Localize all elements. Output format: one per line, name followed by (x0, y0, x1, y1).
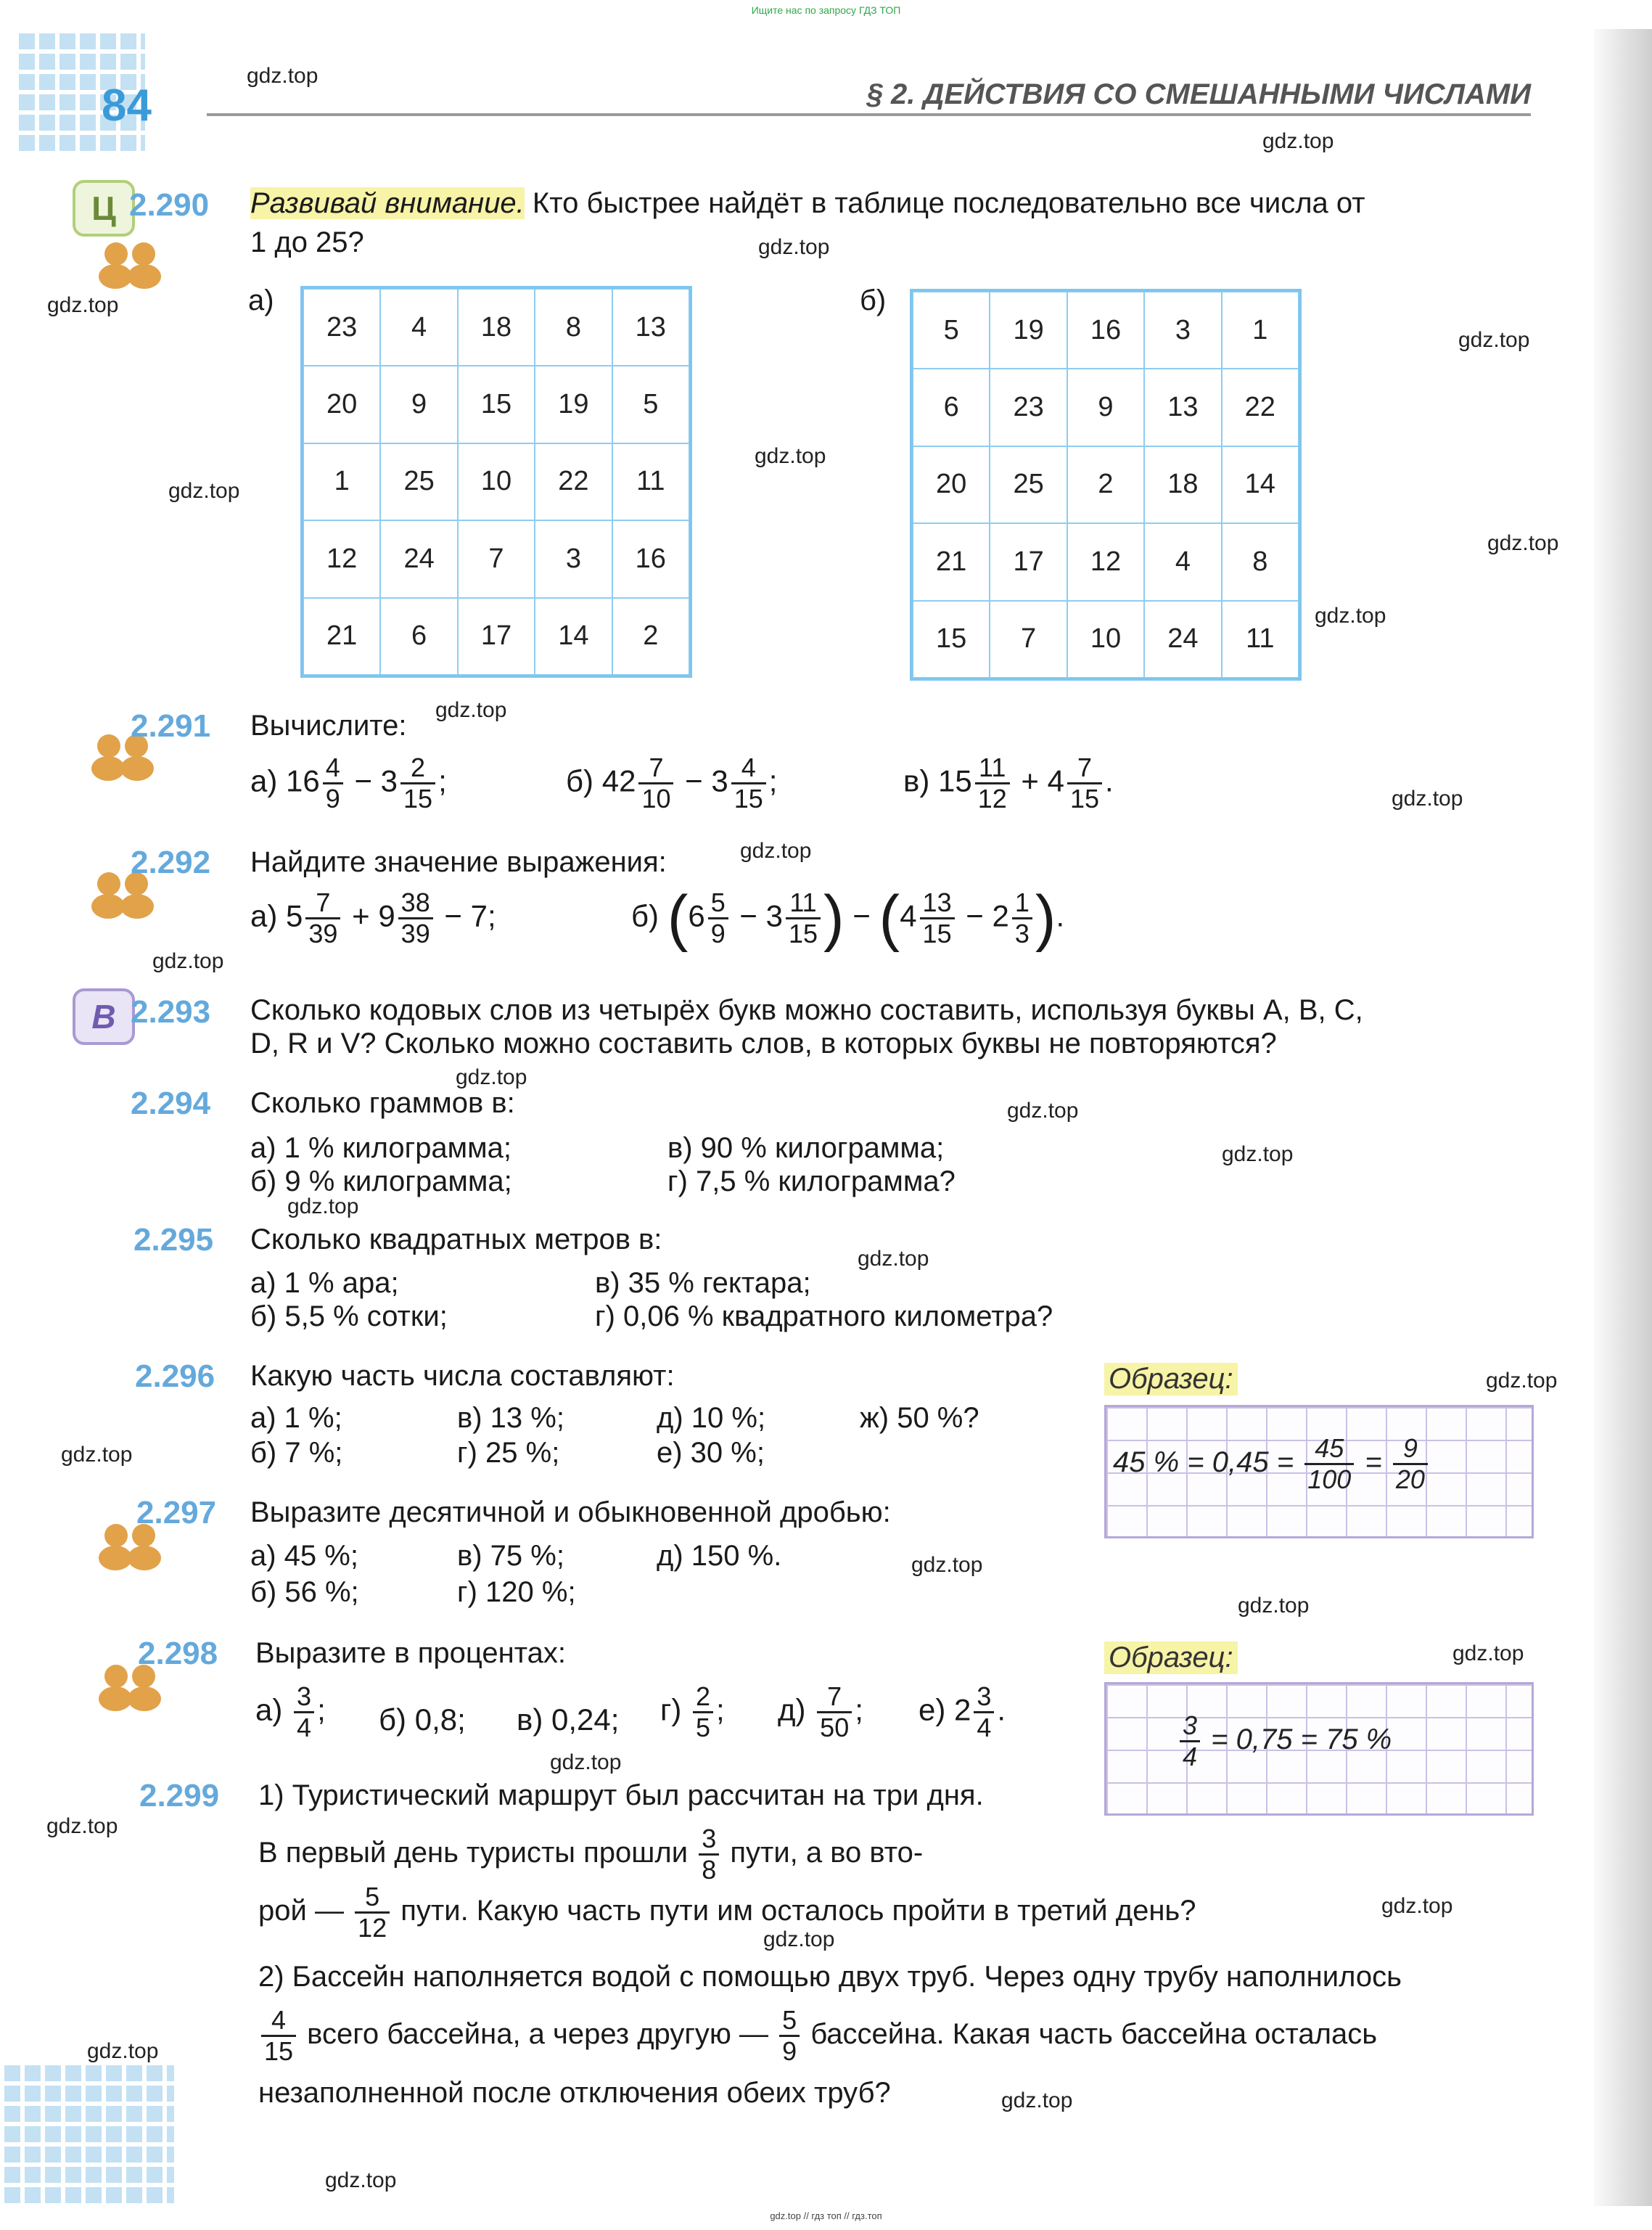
fraction: $\frac{7}{15}$ (1067, 755, 1102, 812)
task-text-line: 1) Туристический маршрут был рассчитан на три дня. (258, 1779, 984, 1811)
highlight-text: Развивай внимание. (250, 187, 525, 219)
item-g: ж) 50 %? (860, 1402, 979, 1434)
table-cell: 5 (612, 366, 689, 443)
item-label: а) (248, 284, 274, 316)
item-b: б) 56 %; (250, 1576, 359, 1608)
table-cell: 18 (1144, 446, 1221, 523)
watermark: gdz.top (1238, 1594, 1310, 1618)
item-d: г) 0,06 % квадратного километра? (595, 1300, 1053, 1332)
table-cell: 15 (458, 366, 535, 443)
task-number: 2.290 (129, 187, 210, 223)
expression-a: а) 16 $\frac{4}{9}$ − 3 $\frac{2}{15}$ ; (250, 753, 447, 813)
item-e: д) $\frac{7}{50}$ ; (778, 1681, 863, 1742)
table-cell: 25 (990, 446, 1067, 523)
watermark: gdz.top (758, 235, 830, 259)
header-rule (207, 113, 1531, 116)
task-title: Найдите значение выражения: (250, 846, 667, 878)
watermark: gdz.top (435, 698, 507, 722)
item-c: в) 90 % килограмма; (667, 1132, 945, 1164)
fraction: $\frac{9}{20}$ (1393, 1435, 1428, 1493)
fraction: $\frac{3}{4}$ (1180, 1713, 1200, 1770)
table-cell: 12 (1067, 523, 1144, 600)
watermark: gdz.top (1486, 1369, 1558, 1393)
table-cell: 20 (303, 366, 380, 443)
table-cell: 1 (1222, 292, 1299, 369)
chapter-title: § 2. ДЕЙСТВИЯ СО СМЕШАННЫМИ ЧИСЛАМИ (866, 78, 1531, 110)
sample-equation: 45 % = 0,45 = $\frac{45}{100}$ = $\frac{9}{20}$ (1113, 1435, 1431, 1493)
task-text-line: $\frac{4}{15}$ всего бассейна, а через другую — $\frac{5}{9}$ бассейна. Какая часть бассейна осталась (258, 2007, 1377, 2065)
decorative-tiles-bottom (0, 2061, 174, 2206)
table-cell: 7 (458, 520, 535, 597)
expression-a: а) 5 $\frac{7}{39}$ + 9 $\frac{38}{39}$ − 7; (250, 888, 496, 948)
table-cell: 7 (990, 601, 1067, 678)
item-b: б) 7 %; (250, 1437, 343, 1469)
table-cell: 19 (990, 292, 1067, 369)
item-label: б) (860, 284, 887, 316)
fraction: $\frac{4}{9}$ (323, 755, 343, 812)
watermark: gdz.top (87, 2039, 159, 2063)
item-c: в) 0,24; (517, 1702, 620, 1737)
task-text-line: рой — $\frac{5}{12}$ пути. Какую часть пути им осталось пройти в третий день? (258, 1882, 1196, 1943)
item-e: д) 150 %. (657, 1540, 782, 1572)
percent-items: а) $\frac{3}{4}$ ; (255, 1681, 326, 1742)
fraction: $\frac{7}{39}$ (305, 890, 340, 947)
item-a: а) 1 % ара; (250, 1267, 399, 1299)
item-d: г) 25 %; (457, 1437, 560, 1469)
expression-c: в) 15 $\frac{11}{12}$ + 4 $\frac{7}{15}$ . (903, 753, 1114, 813)
table-cell: 19 (535, 366, 612, 443)
watermark: gdz.top (1262, 129, 1334, 153)
table-cell: 23 (990, 369, 1067, 446)
difficulty-badge-v: В (73, 988, 135, 1045)
sample-label: Образец: (1104, 1363, 1238, 1395)
table-cell: 15 (913, 601, 990, 678)
watermark: gdz.top (325, 2168, 397, 2192)
task-text-line: D, R и V? Сколько можно составить слов, в которых буквы не повторяются? (250, 1028, 1277, 1059)
task-number: 2.298 (138, 1636, 218, 1671)
table-cell: 6 (913, 369, 990, 446)
table-cell: 3 (535, 520, 612, 597)
watermark: gdz.top (1487, 531, 1559, 555)
fraction: $\frac{7}{50}$ (817, 1684, 852, 1741)
item-a: а) 45 %; (250, 1540, 358, 1572)
watermark: gdz.top (61, 1443, 133, 1467)
table-cell: 10 (458, 443, 535, 520)
watermark: gdz.top (1381, 1894, 1453, 1918)
table-cell: 8 (535, 289, 612, 366)
watermark: gdz.top (1315, 604, 1386, 628)
table-cell: 16 (1067, 292, 1144, 369)
table-cell: 13 (612, 289, 689, 366)
table-cell: 9 (1067, 369, 1144, 446)
fraction: $\frac{45}{100}$ (1304, 1435, 1354, 1493)
fraction: $\frac{13}{15}$ (920, 890, 955, 947)
watermark: gdz.top (1007, 1099, 1079, 1123)
page-edge-shadow (1594, 29, 1652, 2206)
expression-b: б) 42 $\frac{7}{10}$ − 3 $\frac{4}{15}$ ; (566, 753, 778, 813)
watermark: gdz.top (1222, 1142, 1294, 1166)
task-number: 2.294 (131, 1086, 211, 1121)
watermark: gdz.top (1452, 1641, 1524, 1665)
table-cell: 4 (380, 289, 457, 366)
table-cell: 14 (535, 598, 612, 675)
table-cell: 2 (1067, 446, 1144, 523)
watermark: gdz.top (858, 1247, 929, 1271)
item-f: е) 2 $\frac{3}{4}$ . (919, 1681, 1006, 1742)
table-cell: 20 (913, 446, 990, 523)
table-cell: 11 (1222, 601, 1299, 678)
table-cell: 22 (535, 443, 612, 520)
item-e: д) 10 %; (657, 1402, 766, 1434)
fraction: $\frac{5}{9}$ (708, 890, 728, 947)
task-title: Какую часть числа составляют: (250, 1360, 675, 1392)
fraction: $\frac{4}{15}$ (731, 755, 766, 812)
table-cell: 5 (913, 292, 990, 369)
table-cell: 11 (612, 443, 689, 520)
watermark: gdz.top (550, 1750, 622, 1774)
table-cell: 6 (380, 598, 457, 675)
table-cell: 1 (303, 443, 380, 520)
watermark: gdz.top (763, 1927, 835, 1951)
item-a: а) 1 % килограмма; (250, 1132, 512, 1164)
watermark: gdz.top (740, 839, 812, 863)
number-table-a (300, 286, 692, 678)
fraction: $\frac{3}{8}$ (699, 1826, 719, 1883)
task-text-line: В первый день туристы прошли $\frac{3}{8}$ пути, а во вто- (258, 1824, 924, 1885)
table-cell: 16 (612, 520, 689, 597)
fraction: $\frac{3}{4}$ (974, 1684, 994, 1741)
watermark: gdz.top (1392, 787, 1463, 811)
task-number: 2.293 (131, 994, 211, 1030)
fraction: $\frac{1}{3}$ (1012, 890, 1032, 947)
table-cell: 22 (1222, 369, 1299, 446)
item-d: г) $\frac{2}{5}$ ; (660, 1681, 725, 1742)
task-number: 2.295 (133, 1222, 214, 1258)
fraction: $\frac{2}{15}$ (400, 755, 435, 812)
task-title: Сколько граммов в: (250, 1087, 515, 1119)
fraction: $\frac{5}{9}$ (779, 2007, 800, 2065)
table-cell: 24 (1144, 601, 1221, 678)
task-number: 2.299 (139, 1778, 220, 1813)
table-cell: 8 (1222, 523, 1299, 600)
fraction: $\frac{2}{5}$ (693, 1684, 713, 1741)
item-c: в) 75 %; (457, 1540, 564, 1572)
watermark: gdz.top (168, 479, 240, 503)
watermark: gdz.top (287, 1194, 359, 1218)
fraction: $\frac{11}{15}$ (786, 890, 821, 947)
item-a: а) 1 %; (250, 1402, 342, 1434)
table-cell: 14 (1222, 446, 1299, 523)
bottom-note: gdz.top // гдз топ // гдз.топ (770, 2210, 882, 2221)
watermark: gdz.top (755, 444, 826, 468)
item-c: в) 35 % гектара; (595, 1267, 811, 1299)
expression-b: б) (6 $\frac{5}{9}$ − 3 $\frac{11}{15}$ ) − (4 $\frac{13}{15}$ − 2 $\frac{1}{3}$ ). (631, 883, 1065, 953)
table-cell: 25 (380, 443, 457, 520)
item-b: б) 5,5 % сотки; (250, 1300, 448, 1332)
watermark: gdz.top (47, 293, 119, 317)
item-b: б) 0,8; (379, 1702, 466, 1737)
item-d: г) 120 %; (457, 1576, 576, 1608)
watermark: gdz.top (456, 1065, 527, 1089)
task-number: 2.296 (135, 1358, 215, 1394)
fraction: $\frac{7}{10}$ (638, 755, 673, 812)
table-cell: 3 (1144, 292, 1221, 369)
page-number: 84 (102, 81, 152, 131)
table-cell: 17 (990, 523, 1067, 600)
item-f: е) 30 %; (657, 1437, 765, 1469)
task-number: 2.297 (136, 1495, 217, 1530)
task-title: Вычислите: (250, 710, 407, 742)
table-cell: 12 (303, 520, 380, 597)
fraction: $\frac{5}{12}$ (355, 1884, 390, 1941)
fraction: $\frac{3}{4}$ (294, 1684, 314, 1741)
watermark: gdz.top (1458, 328, 1530, 352)
watermark: gdz.top (247, 64, 319, 88)
item-b: б) 9 % килограмма; (250, 1165, 512, 1197)
task-text: Сколько кодовых слов из четырёх букв можно составить, используя буквы A, B, C, (250, 994, 1363, 1026)
difficulty-badge-c: Ц (73, 180, 135, 237)
table-cell: 4 (1144, 523, 1221, 600)
watermark: gdz.top (1001, 2088, 1073, 2112)
table-cell: 2 (612, 598, 689, 675)
table-cell: 10 (1067, 601, 1144, 678)
fraction: $\frac{4}{15}$ (261, 2007, 296, 2065)
table-cell: 21 (303, 598, 380, 675)
task-title: Выразите десятичной и обыкновенной дробью: (250, 1496, 891, 1528)
top-note: Ищите нас по запросу ГДЗ ТОП (751, 4, 901, 16)
fraction: $\frac{11}{12}$ (975, 755, 1010, 812)
table-cell: 24 (380, 520, 457, 597)
task-number: 2.291 (131, 708, 211, 744)
watermark: gdz.top (152, 949, 224, 973)
fraction: $\frac{38}{39}$ (398, 890, 433, 947)
task-title: Выразите в процентах: (255, 1637, 566, 1669)
task-text: Развивай внимание. Кто быстрее найдёт в таблице последовательно все числа от (250, 187, 1365, 219)
table-cell: 23 (303, 289, 380, 366)
watermark: gdz.top (911, 1553, 983, 1577)
sample-equation: $\frac{3}{4}$ = 0,75 = 75 % (1177, 1713, 1392, 1770)
pair-work-icon (99, 239, 165, 290)
watermark: gdz.top (46, 1814, 118, 1838)
task-text-line: незаполненной после отключения обеих труб? (258, 2077, 891, 2109)
task-text-line: 1 до 25? (250, 226, 364, 258)
task-text-line: 2) Бассейн наполняется водой с помощью двух труб. Через одну трубу наполнилось (258, 1961, 1402, 1993)
table-cell: 21 (913, 523, 990, 600)
number-table-b (910, 289, 1302, 681)
table-cell: 17 (458, 598, 535, 675)
task-title: Сколько квадратных метров в: (250, 1223, 662, 1255)
item-c: в) 13 %; (457, 1402, 564, 1434)
item-d: г) 7,5 % килограмма? (667, 1165, 956, 1197)
table-cell: 9 (380, 366, 457, 443)
table-cell: 18 (458, 289, 535, 366)
table-cell: 13 (1144, 369, 1221, 446)
sample-label: Образец: (1104, 1641, 1238, 1674)
task-number: 2.292 (131, 845, 211, 880)
